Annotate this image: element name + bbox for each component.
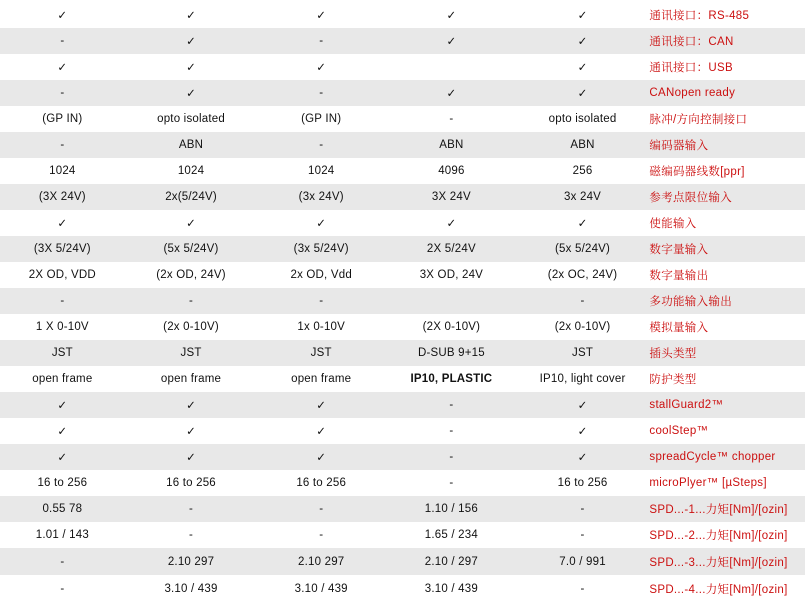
table-cell: 7.0 / 991 xyxy=(559,555,606,568)
row-label: 脉冲/方向控制接口 xyxy=(649,114,748,126)
table-cell: JST xyxy=(310,347,332,359)
table-row xyxy=(0,340,805,366)
table-row xyxy=(0,522,805,548)
table-cell: ✓ xyxy=(316,10,327,22)
table-cell: (2X 0-10V) xyxy=(422,321,481,333)
table-cell: ✓ xyxy=(186,62,196,74)
table-cell: opto isolated xyxy=(157,113,225,125)
table-cell: 2.10 / 297 xyxy=(424,555,478,568)
table-row xyxy=(0,2,805,28)
table-row xyxy=(0,314,805,340)
table-cell: - xyxy=(580,582,585,595)
table-cell: - xyxy=(449,477,454,489)
table-cell: ✓ xyxy=(316,426,327,438)
table-row xyxy=(0,575,805,602)
table-row xyxy=(0,392,805,418)
table-cell: (2x OC, 24V) xyxy=(547,269,618,281)
table-cell: 1.65 / 234 xyxy=(424,529,478,541)
row-label: 通讯接口：RS-485 xyxy=(649,10,750,22)
row-label: 模拟量输入 xyxy=(649,322,709,334)
table-cell: 1024 xyxy=(308,165,335,177)
table-cell xyxy=(385,288,518,314)
table-cell: D-SUB 9+15 xyxy=(417,347,485,359)
table-row xyxy=(0,132,805,158)
table-cell: (3X 24V) xyxy=(38,191,86,203)
table-row xyxy=(0,236,805,262)
table-row xyxy=(0,80,805,106)
table-cell: - xyxy=(449,451,454,463)
table-row xyxy=(0,210,805,236)
table-row xyxy=(0,418,805,444)
table-cell: 3X 24V xyxy=(431,191,471,203)
table-cell: 16 to 256 xyxy=(166,477,216,489)
table-cell: ✓ xyxy=(186,426,196,438)
table-cell: ✓ xyxy=(446,36,457,48)
table-cell: ✓ xyxy=(186,400,196,412)
row-label: microPlyer™ [µSteps] xyxy=(649,477,767,489)
table-cell: - xyxy=(60,295,65,307)
table-cell: opto isolated xyxy=(548,113,617,125)
table-cell: IP10, light cover xyxy=(539,373,626,385)
table-row xyxy=(0,54,805,80)
table-cell: ✓ xyxy=(57,452,68,464)
table-cell: 1x 0-10V xyxy=(297,321,346,333)
table-cell: (2x 0-10V) xyxy=(554,321,611,333)
row-label: 通讯接口：CAN xyxy=(649,36,734,48)
table-cell: 4096 xyxy=(438,165,465,177)
row-label: 参考点限位输入 xyxy=(649,192,732,204)
table-cell: ✓ xyxy=(316,218,327,230)
table-cell: - xyxy=(319,295,324,307)
table-cell: - xyxy=(60,139,65,151)
table-cell: ✓ xyxy=(57,10,68,22)
table-row xyxy=(0,366,805,392)
table-cell: - xyxy=(580,503,585,515)
table-cell: 256 xyxy=(572,165,593,177)
row-label: 插头类型 xyxy=(649,348,697,360)
row-label: 磁编码器线数[ppr] xyxy=(649,166,745,178)
table-cell: ✓ xyxy=(577,62,588,74)
table-cell: open frame xyxy=(32,373,93,385)
table-cell: 16 to 256 xyxy=(557,477,608,489)
table-row xyxy=(0,470,805,496)
table-cell: ✓ xyxy=(446,10,457,22)
table-cell: ABN xyxy=(439,139,464,151)
table-cell: ✓ xyxy=(577,452,588,464)
table-cell: (3X 5/24V) xyxy=(33,243,91,255)
table-cell: - xyxy=(319,35,324,47)
table-cell: 2X 5/24V xyxy=(426,243,476,255)
row-label: 多功能输入输出 xyxy=(649,296,732,308)
table-cell: ✓ xyxy=(186,88,196,100)
row-label: 编码器输入 xyxy=(649,140,709,152)
row-label: 使能输入 xyxy=(649,218,697,230)
table-cell: ✓ xyxy=(446,218,457,230)
table-cell: - xyxy=(189,503,194,515)
table-cell: 1.10 / 156 xyxy=(424,503,478,515)
table-cell: 2.10 297 xyxy=(298,555,345,568)
table-cell: - xyxy=(319,139,324,151)
table-cell: 0.55 78 xyxy=(42,503,83,515)
table-row xyxy=(0,288,805,314)
table-cell: - xyxy=(60,87,65,99)
table-row xyxy=(0,184,805,210)
table-cell: (3x 5/24V) xyxy=(293,243,349,255)
table-cell: - xyxy=(449,113,454,125)
table-cell: - xyxy=(60,555,65,568)
table-cell: ✓ xyxy=(577,218,588,230)
table-cell: 2x OD, Vdd xyxy=(290,269,352,281)
table-cell: ✓ xyxy=(316,452,327,464)
table-row xyxy=(0,548,805,575)
table-cell: IP10, PLASTIC xyxy=(410,373,493,385)
table-cell: - xyxy=(319,529,324,541)
row-label: stallGuard2™ xyxy=(649,399,724,411)
table-cell: ✓ xyxy=(316,400,327,412)
table-cell: JST xyxy=(51,347,73,359)
table-cell: ✓ xyxy=(577,36,588,48)
table-cell: (3x 24V) xyxy=(298,191,344,203)
table-cell: ✓ xyxy=(446,88,457,100)
table-cell: - xyxy=(319,503,324,515)
table-row xyxy=(0,106,805,132)
table-cell: ✓ xyxy=(57,62,68,74)
table-cell: - xyxy=(189,295,194,307)
table-cell: - xyxy=(60,582,65,595)
table-cell: - xyxy=(449,399,454,411)
table-cell: ✓ xyxy=(577,88,588,100)
table-cell: - xyxy=(60,35,65,47)
table-cell: 1024 xyxy=(49,165,76,177)
table-cell: ✓ xyxy=(57,426,68,438)
table-row xyxy=(0,444,805,470)
table-cell: ✓ xyxy=(577,426,588,438)
table-cell: ✓ xyxy=(316,62,327,74)
table-cell: 3.10 / 439 xyxy=(164,582,218,595)
row-label: 数字量输入 xyxy=(649,244,709,256)
table-cell: 16 to 256 xyxy=(37,477,88,489)
row-label: SPD...-1...力矩[Nm]/[ozin] xyxy=(649,504,788,516)
table-cell: 3x 24V xyxy=(564,191,602,203)
table-cell: ✓ xyxy=(57,218,68,230)
row-label: SPD...-4...力矩[Nm]/[ozin] xyxy=(649,583,788,596)
table-cell: 1.01 / 143 xyxy=(35,529,89,541)
row-label: CANopen ready xyxy=(649,87,736,99)
table-cell: 2.10 297 xyxy=(167,555,215,568)
table-cell: - xyxy=(449,425,454,437)
row-label: coolStep™ xyxy=(649,425,709,437)
table-cell: JST xyxy=(180,347,202,359)
spec-table xyxy=(0,2,805,602)
row-label: SPD...-3...力矩[Nm]/[ozin] xyxy=(649,556,788,569)
table-cell: 3.10 / 439 xyxy=(294,582,348,595)
table-cell: - xyxy=(580,529,585,541)
table-cell: ✓ xyxy=(186,10,196,22)
row-label: 通讯接口：USB xyxy=(649,62,733,74)
table-cell: ABN xyxy=(178,139,204,151)
table-cell: 3X OD, 24V xyxy=(419,269,484,281)
table-cell: ✓ xyxy=(186,452,196,464)
table-cell: ✓ xyxy=(186,218,196,230)
table-cell: (2x 0-10V) xyxy=(163,321,219,333)
table-cell: (GP IN) xyxy=(42,113,83,125)
table-cell: 2x(5/24V) xyxy=(165,191,217,203)
table-cell: 3.10 / 439 xyxy=(424,582,478,595)
table-cell: (GP IN) xyxy=(301,113,342,125)
row-label: spreadCycle™ chopper xyxy=(649,451,776,463)
row-label: 防护类型 xyxy=(649,374,697,386)
row-label: 数字量输出 xyxy=(649,270,709,282)
table-cell: (2x OD, 24V) xyxy=(156,269,226,281)
table-cell: (5x 5/24V) xyxy=(163,243,219,255)
table-row xyxy=(0,262,805,288)
table-row xyxy=(0,496,805,522)
table-row xyxy=(0,158,805,184)
table-cell: ABN xyxy=(570,139,595,151)
table-cell: 2X OD, VDD xyxy=(28,269,96,281)
row-label: SPD...-2...力矩[Nm]/[ozin] xyxy=(649,530,788,542)
table-row xyxy=(0,28,805,54)
table-cell: ✓ xyxy=(186,36,196,48)
table-cell: ✓ xyxy=(577,10,588,22)
table-cell: - xyxy=(319,87,324,99)
table-cell: ✓ xyxy=(57,400,68,412)
table-cell: - xyxy=(189,529,194,541)
table-cell: 16 to 256 xyxy=(296,477,347,489)
table-cell: 1024 xyxy=(177,165,205,177)
table-cell: open frame xyxy=(291,373,352,385)
table-cell: ✓ xyxy=(577,400,588,412)
table-cell: - xyxy=(580,295,585,307)
table-cell: (5x 5/24V) xyxy=(555,243,611,255)
table-cell xyxy=(385,54,518,80)
table-cell: open frame xyxy=(160,373,222,385)
table-cell: 1 X 0-10V xyxy=(35,321,89,333)
table-cell: JST xyxy=(572,347,594,359)
